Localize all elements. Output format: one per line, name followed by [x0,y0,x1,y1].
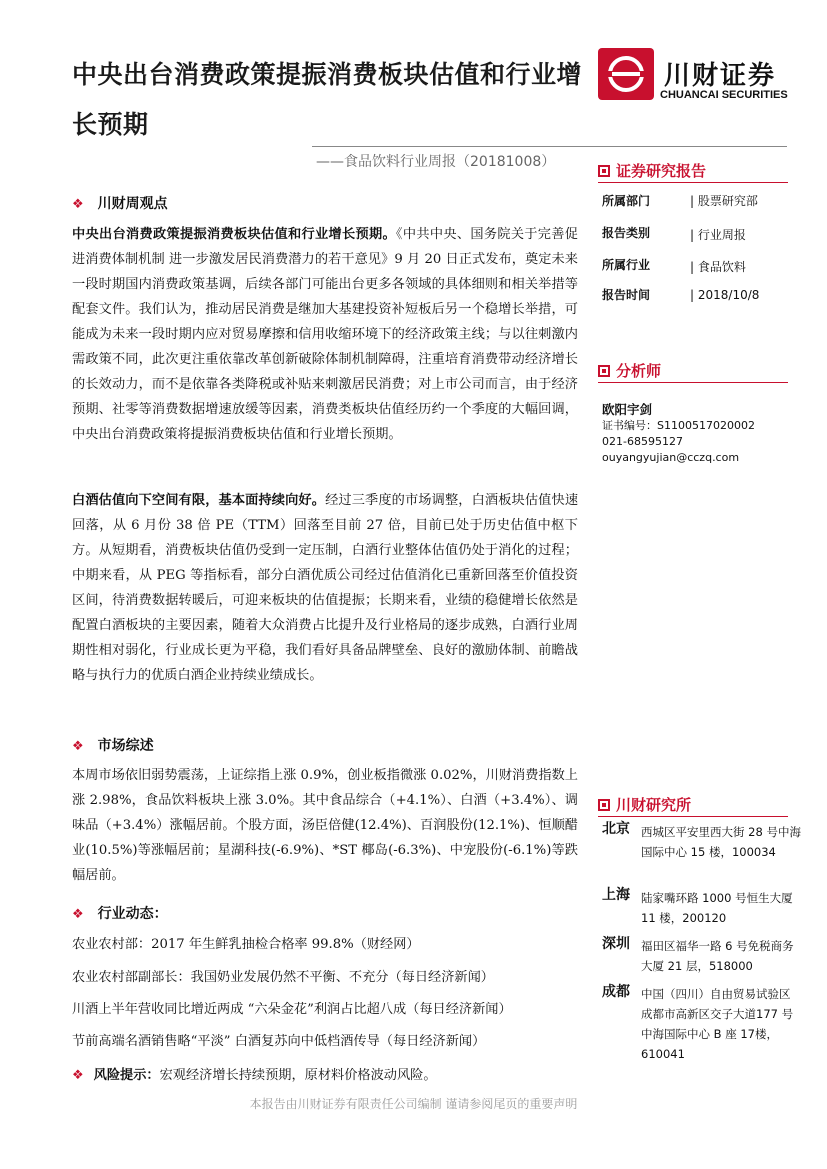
report-subtitle: ——食品饮料行业周报（20181008） [316,154,556,170]
diamond-bullet-icon: ❖ [72,739,84,754]
section-market-title: 市场综述 [97,738,154,754]
page-title: 中央出台消费政策提振消费板块估值和行业增长预期 [72,60,583,139]
office-address: 中国（四川）自由贸易试验区成都市高新区交子大道177 号中海国际中心 B 座 17楼，610041 [641,987,794,1061]
news-item: 农业农村部副部长：我国奶业发展仍然不平衡、不充分（每日经济新闻） [72,970,494,985]
paragraph-baijiu-body: 经过三季度的市场调整，白酒板块估值快速回落，从 6 月份 38 倍 PE（TTM）回落至目前 27 倍，目前已处于历史估值中枢下方。从短期看，消费板块估值仍受到一定压制，白酒行业整体估值仍处于消化的过程；中期来看，从 PEG 等指标看，部分白酒优质公司经过估值消化已重新回落至价值投资区间，待消费数据转暖后，可迎来板块的估值提振；长期来看，业绩的稳健增长依然是配置白酒板块的主要因素，随着大众消费占比提升及行业格局的逐步成熟，白酒行业周期性相对弱化，行业成长更为平稳，我们看好具备品牌壁垒、良好的激励体制、前瞻战略与执行力的优质白酒企业持续业绩成长。 [72,493,579,683]
news-item: 农业农村部：2017 年生鲜乳抽检合格率 99.8%（财经网） [72,937,420,952]
office-address: 福田区福华一路 6 号免税商务大厦 21 层，518000 [641,939,794,973]
paragraph-policy [72,222,578,447]
sidebar-analyst-head [598,360,661,381]
info-label-industry: 所属行业 [602,258,651,272]
analyst-phone: 021-68595127 [602,435,683,448]
company-name-en: CHUANCAI SECURITIES [660,89,788,101]
paragraph-baijiu [72,488,578,688]
info-value-industry: | 食品饮料 [690,260,746,274]
office-address: 陆家嘴环路 1000 号恒生大厦 11 楼，200120 [641,891,793,925]
square-bullet-icon [598,799,610,811]
info-label-type: 报告类别 [602,226,651,240]
section-industry-title: 行业动态： [97,906,168,922]
section-views-title: 川财周观点 [97,196,168,212]
sidebar-analyst-head-label: 分析师 [616,362,662,380]
diamond-bullet-icon: ❖ [72,907,84,922]
company-name-cn: 川财证券 [664,61,777,91]
diamond-bullet-icon: ❖ [72,197,84,212]
company-logo-icon [598,48,654,100]
paragraph-baijiu-lead: 白酒估值向下空间有限，基本面持续向好。 [72,493,326,508]
office-city: 上海 [602,887,630,903]
risk-label: 风险提示： [93,1068,160,1083]
sidebar-institute-head [598,794,691,815]
page-footer: 本报告由川财证券有限责任公司编制 谨请参阅尾页的重要声明 [249,1097,578,1111]
info-label-date: 报告时间 [602,288,651,302]
info-value-type: | 行业周报 [690,228,746,242]
info-value-dept: | 股票研究部 [690,194,758,208]
office-city: 成都 [602,984,630,1000]
paragraph-policy-body: 《中共中央、国务院关于完善促进消费体制机制 进一步激发居民消费潜力的若干意见》9 月 20 日正式发布，奠定未来一段时期国内消费政策基调，后续各部门可能出台更多各领域的具体细则和相关举措等配套文件。我们认为，推动居民消费是继加大基建投资补短板后另一个稳增长举措，可能成为未来一段时期内应对贸易摩擦和信用收缩环境下的经济政策主线；与以往刺激内需政策不同，此次更注重依靠改革创新破除体制机制障碍，注重培育消费带动经济增长的长效动力，而不是依靠各类降税或补贴来刺激居民消费；对上市公司而言，由于经济预期、社零等消费数据增速放缓等因素，消费类板块估值经历约一个季度的大幅回调，中央出台消费政策将提振消费板块估值和行业增长预期。 [72,227,578,442]
header-divider [312,146,787,147]
sidebar-report-head-label: 证券研究报告 [616,162,707,180]
paragraph-policy-lead: 中央出台消费政策提振消费板块估值和行业增长预期。 [72,227,396,242]
diamond-bullet-icon: ❖ [72,1068,84,1083]
section-market [72,735,154,755]
news-item: 节前高端名酒销售略“平淡” 白酒复苏向中低档酒传导（每日经济新闻） [72,1034,486,1049]
risk-text: 宏观经济增长持续预期，原材料价格波动风险。 [159,1068,437,1083]
sidebar-institute-head-label: 川财研究所 [616,796,692,814]
sidebar-divider [598,382,788,383]
sidebar-report-head [598,160,706,181]
analyst-cert: 证书编号：S1100517020002 [602,419,755,432]
square-bullet-icon [598,365,610,377]
section-industry [72,903,168,923]
info-label-dept: 所属部门 [602,194,651,208]
office-city: 北京 [602,821,630,837]
sidebar-divider [598,182,788,183]
analyst-email[interactable]: ouyangyujian@cczq.com [602,451,740,464]
paragraph-market: 本周市场依旧弱势震荡，上证综指上涨 0.9%，创业板指微涨 0.02%，川财消费指数上涨 2.98%，食品饮料板块上涨 3.0%。其中食品综合（+4.1%）、白酒（+3.4%）、调味品（+3.4%）涨幅居前。个股方面，汤臣倍健(12.4%)、百润股份(12.1%)、恒顺醋业(10.5%)等涨幅居前；星湖科技(-6.9%)、*ST 椰岛(-6.3%)、中宠股份(-6.1%)等跌幅居前。 [72,768,578,883]
sidebar-divider [598,816,788,817]
risk-note [72,1064,437,1083]
news-item: 川酒上半年营收同比增近两成 “六朵金花”利润占比超八成（每日经济新闻） [72,1002,512,1017]
office-city: 深圳 [602,936,630,952]
info-value-date: | 2018/10/8 [690,288,760,302]
square-bullet-icon [598,165,610,177]
section-views [72,193,168,213]
analyst-name: 欧阳宇剑 [602,402,653,417]
office-address: 西城区平安里西大街 28 号中海国际中心 15 楼，100034 [641,825,801,859]
